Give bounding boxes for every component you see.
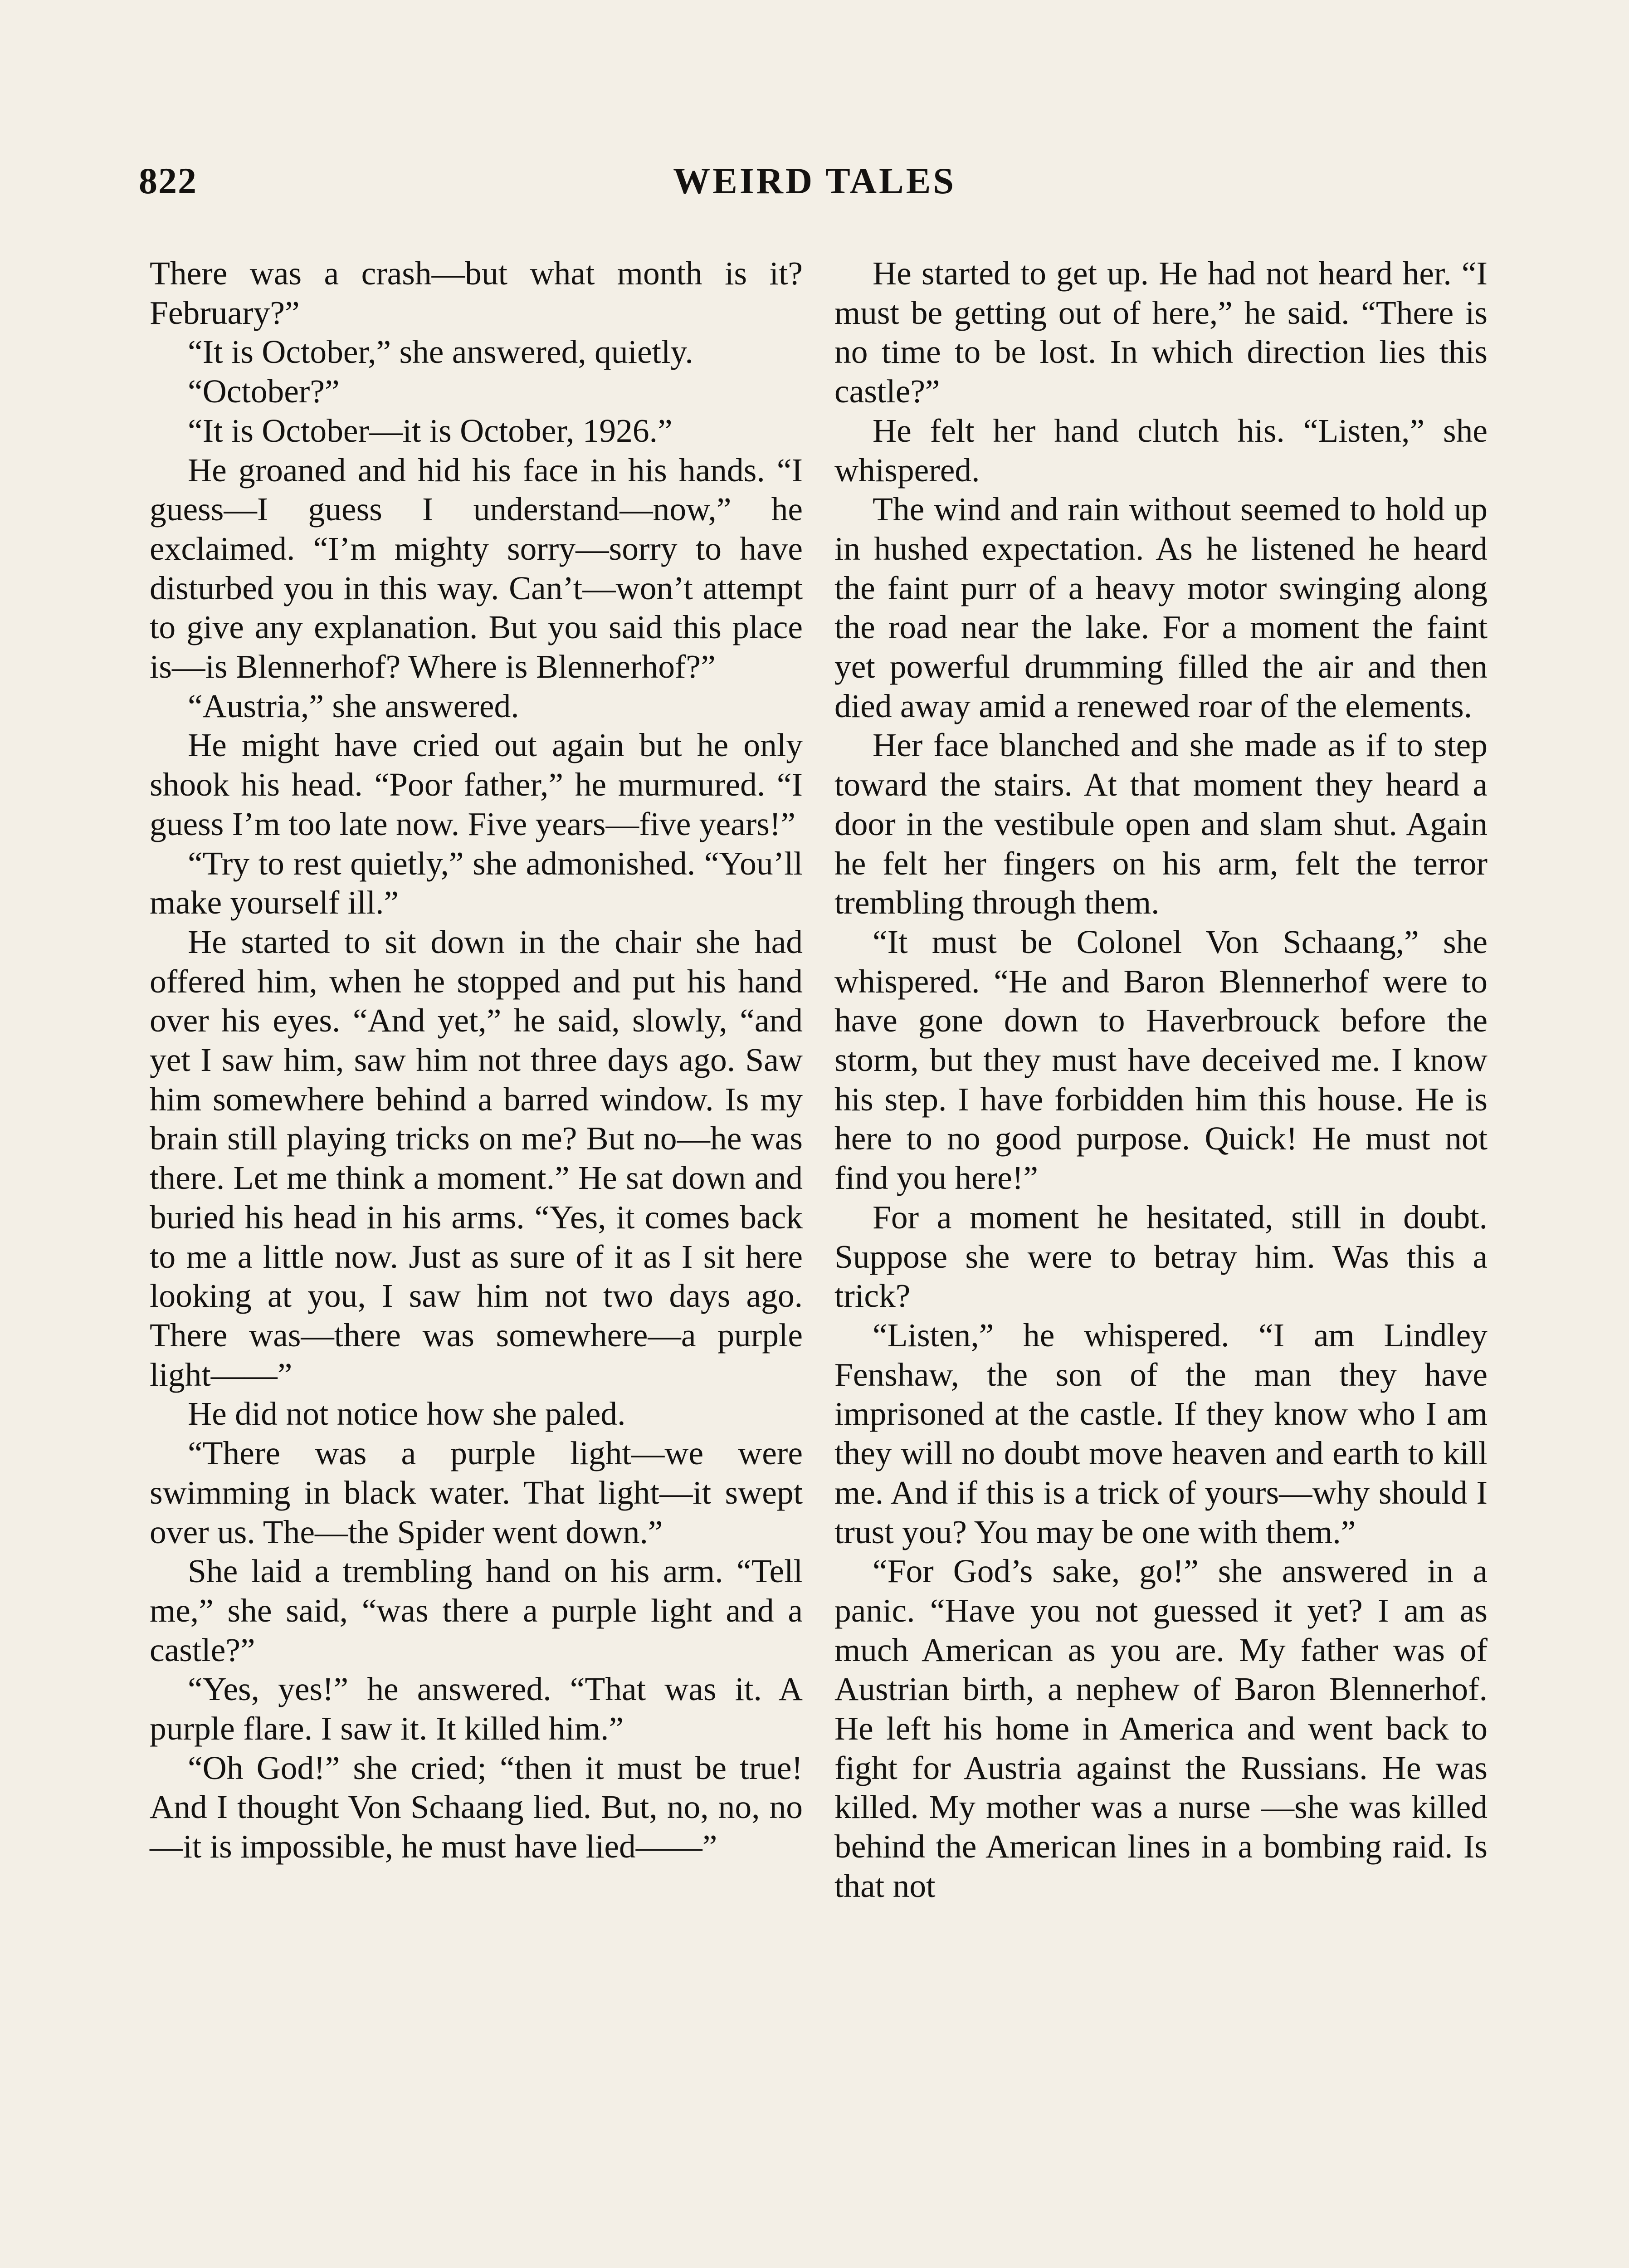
paragraph: “Oh God!” she cried; “then it must be true! And I thought Von Schaang lied. But, no, no, no—it is impossible, he must have lied——”: [150, 1749, 803, 1865]
paragraph: “For God’s sake, go!” she answered in a panic. “Have you not guessed it yet? I am as much American as you are. My father was of Austrian birth, a nephew of Baron Blennerhof. He left his home in America and went back to fight for Austria against the Russians. He was killed. My mother was a nurse —she was killed behind the American lines in a bombing raid. Is that not: [834, 1553, 1488, 1904]
running-title: WEIRD TALES: [673, 160, 956, 201]
paragraph: “There was a purple light—we were swimming in black water. That light—it swept over us. The—the Spider went down.”: [150, 1435, 803, 1550]
paragraph: There was a crash—but what month is it? February?”: [150, 255, 803, 331]
paragraph: He did not notice how she paled.: [188, 1395, 626, 1432]
paragraph: He started to sit down in the chair she had offered him, when he stopped and put his hand over his eyes. “And yet,” he said, slowly, “and yet I saw him, saw him not three days ago. Saw him somewhere behind a barred window. Is my brain still playing tricks on me? But no—he was there. Let me think a moment.” He sat down and buried his head in his arms. “Yes, it comes back to me a little now. Just as sure of it as I sit here looking at you, I saw him not two days ago. There was—there was somewhere—a purple light——”: [150, 923, 803, 1393]
paragraph: “Austria,” she answered.: [188, 687, 519, 724]
left-text-column: [150, 254, 803, 1867]
paragraph: “October?”: [188, 373, 340, 410]
paragraph: “It is October—it is October, 1926.”: [188, 412, 673, 449]
paragraph: “It is October,” she answered, quietly.: [188, 333, 693, 371]
right-text-column: [834, 254, 1488, 1906]
paragraph: She laid a trembling hand on his arm. “Tell me,” she said, “was there a purple light and a castle?”: [150, 1553, 803, 1668]
page-number: 822: [139, 160, 197, 201]
paragraph: Her face blanched and she made as if to step toward the stairs. At that moment they heard a door in the vestibule open and slam shut. Again he felt her fingers on his arm, felt the terror trembling through them.: [834, 727, 1488, 921]
paragraph: “Yes, yes!” he answered. “That was it. A purple flare. I saw it. It killed him.”: [150, 1671, 803, 1747]
paragraph: He groaned and hid his face in his hands. “I guess—I guess I understand—now,” he exclaimed. “I’m mighty sorry—sorry to have disturbed you in this way. Can’t—won’t attempt to give any explanation. But you said this place is—is Blennerhof? Where is Blennerhof?”: [150, 451, 803, 685]
paragraph: “Try to rest quietly,” she admonished. “You’ll make yourself ill.”: [150, 845, 803, 921]
paragraph: For a moment he hesitated, still in doubt. Suppose she were to betray him. Was this a trick?: [834, 1198, 1488, 1315]
paragraph: He felt her hand clutch his. “Listen,” she whispered.: [834, 412, 1488, 489]
paragraph: The wind and rain without seemed to hold up in hushed expectation. As he listened he heard the faint purr of a heavy motor swinging along the road near the lake. For a moment the faint yet powerful drumming filled the air and then died away amid a renewed roar of the elements.: [834, 491, 1488, 724]
paragraph: He started to get up. He had not heard her. “I must be getting out of here,” he said. “There is no time to be lost. In which direction lies this castle?”: [834, 255, 1488, 410]
paragraph: He might have cried out again but he only shook his head. “Poor father,” he murmured. “I guess I’m too late now. Five years—five years!”: [150, 727, 803, 842]
paragraph: “It must be Colonel Von Schaang,” she whispered. “He and Baron Blennerhof were to have gone down to Haverbrouck before the storm, but they must have deceived me. I know his step. I have forbidden him this house. He is here to no good purpose. Quick! He must not find you here!”: [834, 923, 1488, 1197]
paragraph: “Listen,” he whispered. “I am Lindley Fenshaw, the son of the man they have imprisoned at the castle. If they know who I am they will no doubt move heaven and earth to kill me. And if this is a trick of yours—why should I trust you? You may be one with them.”: [834, 1316, 1488, 1550]
running-header: [139, 160, 1490, 210]
